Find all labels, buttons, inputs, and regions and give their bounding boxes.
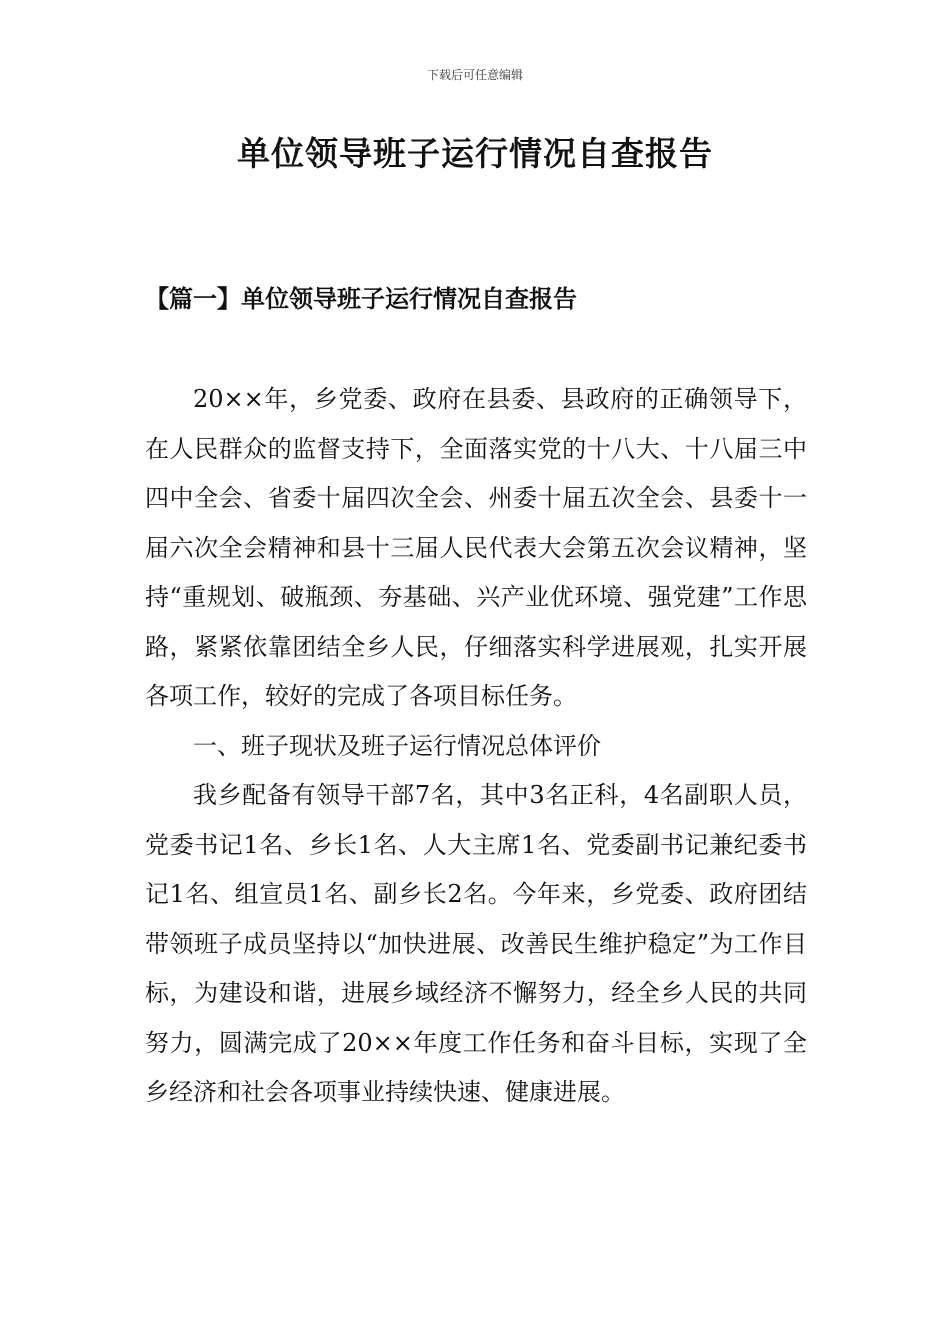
document-body <box>145 375 807 1118</box>
paragraph-intro: 20××年，乡党委、政府在县委、县政府的正确领导下，在人民群众的监督支持下，全面落实党的十八大、十八届三中四中全会、省委十届四次全会、州委十届五次全会、县委十一届六次全会精神和县十三届人民代表大会第五次会议精神，坚持“重规划、破瓶颈、夯基础、兴产业优环境、强党建”工作思路，紧紧依靠团结全乡人民，仔细落实科学进展观，扎实开展各项工作，较好的完成了各项目标任务。 <box>145 385 807 710</box>
paragraph-team-status: 我乡配备有领导干部7名，其中3名正科，4名副职人员，党委书记1名、乡长1名、人大主席1名、党委副书记兼纪委书记1名、组宣员1名、副乡长2名。今年来，乡党委、政府团结带领班子成员坚持以“加快进展、改善民生维护稳定”为工作目标，为建设和谐，进展乡域经济不懈努力，经全乡人民的共同努力，圆满完成了20××年度工作任务和奋斗目标，实现了全乡经济和社会各项事业持续快速、健康进展。 <box>145 781 807 1106</box>
subheading-overview: 一、班子现状及班子运行情况总体评价 <box>193 731 601 760</box>
header-note: 下载后可任意编辑 <box>426 68 523 82</box>
section-title: 【篇一】单位领导班子运行情况自查报告 <box>145 284 577 313</box>
document-title: 单位领导班子运行情况自查报告 <box>237 134 713 173</box>
